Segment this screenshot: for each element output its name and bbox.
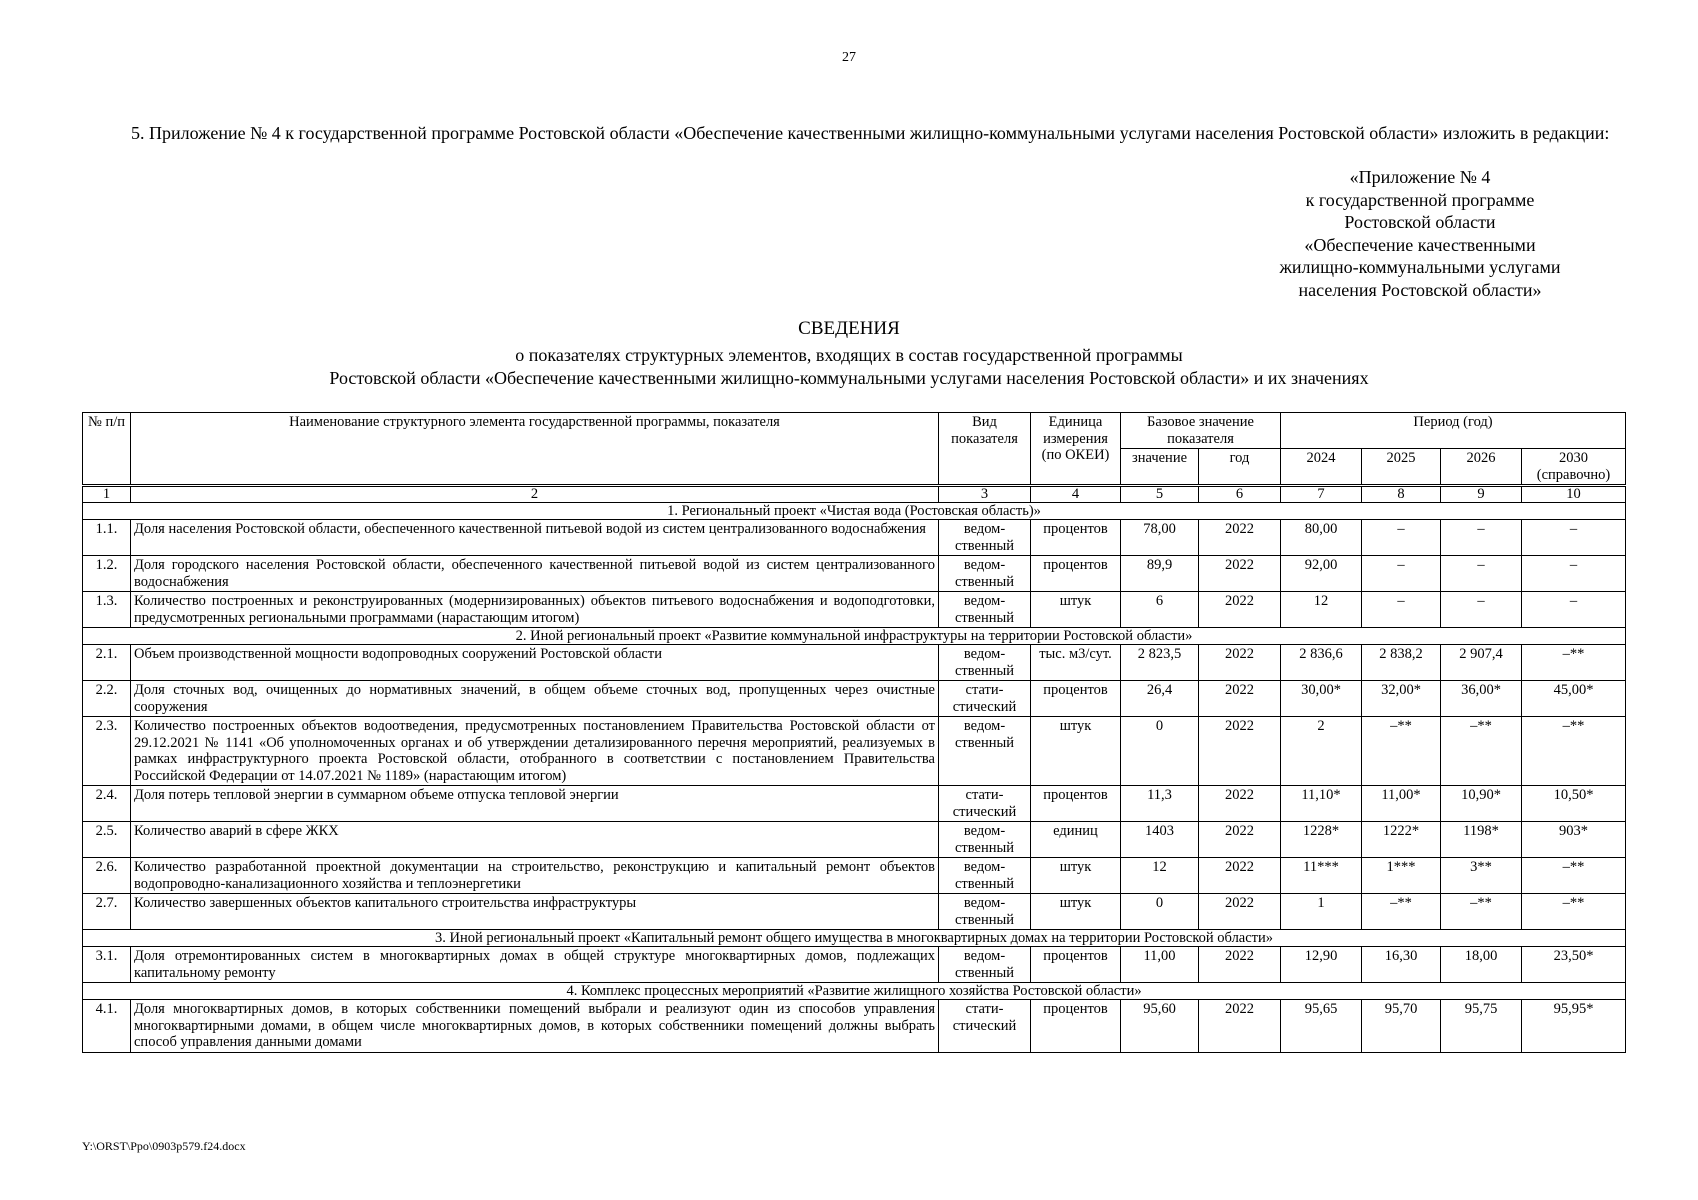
indicator-unit: штук <box>1031 592 1121 628</box>
value-2024: 1228* <box>1281 822 1362 858</box>
indicator-name: Количество разработанной проектной документации на строительство, реконструкцию и капитальный ремонт объектов водопроводно-канализационного хозяйства и теплоэнергетики <box>131 858 939 894</box>
row-number: 3.1. <box>83 947 131 983</box>
base-value: 78,00 <box>1121 520 1199 556</box>
header-base: Базовое значение показателя <box>1121 413 1281 449</box>
value-2024: 11,10* <box>1281 786 1362 822</box>
column-number: 2 <box>131 486 939 503</box>
base-value: 12 <box>1121 858 1199 894</box>
header-year-2024: 2024 <box>1281 449 1362 486</box>
appendix-line: жилищно-коммунальными услугами <box>1279 257 1561 277</box>
value-2025: 32,00* <box>1362 681 1441 717</box>
value-2025: 1*** <box>1362 858 1441 894</box>
base-value: 95,60 <box>1121 1000 1199 1053</box>
column-numbers-row <box>83 486 1626 503</box>
value-2030: – <box>1522 520 1626 556</box>
value-2026: 2 907,4 <box>1441 645 1522 681</box>
base-value: 6 <box>1121 592 1199 628</box>
indicator-name: Доля отремонтированных систем в многоквартирных домах в общей структуре многоквартирных домов, подлежащих капитальному ремонту <box>131 947 939 983</box>
row-number: 2.4. <box>83 786 131 822</box>
table-row <box>83 681 1626 717</box>
indicator-name: Количество построенных объектов водоотведения, предусмотренных постановлением Правительства Ростовской области от 29.12.2021 № 1141 «Об уполномоченных органах и об утверждении детализированного перечня мероприятий, реализуемых в рамках инфраструктурного проекта Ростовской области, отобранного в соответствии с постановлением Правительства Российской Федерации от 14.07.2021 № 1189» (нарастающим итогом) <box>131 717 939 786</box>
value-2026: – <box>1441 592 1522 628</box>
row-number: 1.2. <box>83 556 131 592</box>
base-year: 2022 <box>1199 556 1281 592</box>
base-year: 2022 <box>1199 947 1281 983</box>
indicator-kind: ведом- ственный <box>939 822 1031 858</box>
section-title: 4. Комплекс процессных мероприятий «Развитие жилищного хозяйства Ростовской области» <box>83 983 1626 1000</box>
indicator-kind: ведом- ственный <box>939 717 1031 786</box>
value-2030: 23,50* <box>1522 947 1626 983</box>
section-row <box>83 983 1626 1000</box>
table-row <box>83 717 1626 786</box>
indicator-kind: ведом- ственный <box>939 947 1031 983</box>
value-2025: – <box>1362 520 1441 556</box>
header-year-2025: 2025 <box>1362 449 1441 486</box>
header-kind: Вид показателя <box>939 413 1031 486</box>
indicator-kind: стати- стический <box>939 1000 1031 1053</box>
table-row <box>83 858 1626 894</box>
appendix-header <box>1250 166 1590 301</box>
row-number: 1.1. <box>83 520 131 556</box>
base-year: 2022 <box>1199 894 1281 930</box>
value-2030: –** <box>1522 717 1626 786</box>
value-2025: 2 838,2 <box>1362 645 1441 681</box>
column-number: 5 <box>1121 486 1199 503</box>
indicator-kind: ведом- ственный <box>939 858 1031 894</box>
indicator-kind: ведом- ственный <box>939 556 1031 592</box>
value-2025: – <box>1362 556 1441 592</box>
base-value: 11,3 <box>1121 786 1199 822</box>
section-row <box>83 930 1626 947</box>
row-number: 2.1. <box>83 645 131 681</box>
indicator-unit: штук <box>1031 717 1121 786</box>
table-row <box>83 822 1626 858</box>
value-2024: 11*** <box>1281 858 1362 894</box>
column-number: 7 <box>1281 486 1362 503</box>
base-year: 2022 <box>1199 645 1281 681</box>
value-2024: 2 836,6 <box>1281 645 1362 681</box>
value-2025: –** <box>1362 717 1441 786</box>
value-2025: 95,70 <box>1362 1000 1441 1053</box>
indicator-unit: процентов <box>1031 786 1121 822</box>
column-number: 8 <box>1362 486 1441 503</box>
row-number: 2.2. <box>83 681 131 717</box>
section-title: 3. Иной региональный проект «Капитальный ремонт общего имущества в многоквартирных домах на территории Ростовской области» <box>83 930 1626 947</box>
base-value: 2 823,5 <box>1121 645 1199 681</box>
indicator-unit: процентов <box>1031 947 1121 983</box>
indicator-name: Доля городского населения Ростовской области, обеспеченного качественной питьевой водой из систем централизованного водоснабжения <box>131 556 939 592</box>
base-year: 2022 <box>1199 592 1281 628</box>
value-2030: –** <box>1522 645 1626 681</box>
value-2026: 3** <box>1441 858 1522 894</box>
value-2025: – <box>1362 592 1441 628</box>
base-value: 89,9 <box>1121 556 1199 592</box>
header-unit: Единица измерения (по ОКЕИ) <box>1031 413 1121 486</box>
indicator-kind: ведом- ственный <box>939 520 1031 556</box>
base-value: 0 <box>1121 894 1199 930</box>
table-row <box>83 786 1626 822</box>
value-2024: 80,00 <box>1281 520 1362 556</box>
header-base-year: год <box>1199 449 1281 486</box>
value-2026: 10,90* <box>1441 786 1522 822</box>
base-year: 2022 <box>1199 822 1281 858</box>
value-2030: –** <box>1522 858 1626 894</box>
document-subtitle: Ростовской области «Обеспечение качественными жилищно-коммунальными услугами населения Ростовской области» и их значениях <box>329 368 1369 388</box>
page-number: 27 <box>842 50 856 65</box>
value-2025: 1222* <box>1362 822 1441 858</box>
base-value: 11,00 <box>1121 947 1199 983</box>
base-value: 26,4 <box>1121 681 1199 717</box>
value-2026: 18,00 <box>1441 947 1522 983</box>
value-2030: –** <box>1522 894 1626 930</box>
section-row <box>83 628 1626 645</box>
document-title: СВЕДЕНИЯ <box>798 318 900 339</box>
value-2030: – <box>1522 556 1626 592</box>
indicator-unit: процентов <box>1031 681 1121 717</box>
header-name: Наименование структурного элемента государственной программы, показателя <box>131 413 939 486</box>
value-2024: 30,00* <box>1281 681 1362 717</box>
indicator-kind: ведом- ственный <box>939 645 1031 681</box>
header-num: № п/п <box>83 413 131 486</box>
indicator-name: Доля многоквартирных домов, в которых собственники помещений выбрали и реализуют один из способов управления многоквартирными домами, в общем числе многоквартирных домов, в которых собственники помещений должны выбрать способ управления данными домами <box>131 1000 939 1053</box>
base-year: 2022 <box>1199 786 1281 822</box>
appendix-line: Ростовской области <box>1344 212 1496 232</box>
value-2026: 95,75 <box>1441 1000 1522 1053</box>
row-number: 1.3. <box>83 592 131 628</box>
value-2030: – <box>1522 592 1626 628</box>
header-year-2030: 2030 (справочно) <box>1522 449 1626 486</box>
value-2030: 95,95* <box>1522 1000 1626 1053</box>
intro-paragraph: 5. Приложение № 4 к государственной программе Ростовской области «Обеспечение качественными жилищно-коммунальными услугами населения Ростовской области» изложить в редакции: <box>131 123 1610 143</box>
value-2024: 92,00 <box>1281 556 1362 592</box>
value-2026: 1198* <box>1441 822 1522 858</box>
header-period: Период (год) <box>1281 413 1626 449</box>
column-number: 6 <box>1199 486 1281 503</box>
header-base-value: значение <box>1121 449 1199 486</box>
column-number: 3 <box>939 486 1031 503</box>
value-2024: 2 <box>1281 717 1362 786</box>
indicator-unit: процентов <box>1031 520 1121 556</box>
indicator-unit: процентов <box>1031 556 1121 592</box>
indicator-name: Доля потерь тепловой энергии в суммарном объеме отпуска тепловой энергии <box>131 786 939 822</box>
row-number: 4.1. <box>83 1000 131 1053</box>
row-number: 2.7. <box>83 894 131 930</box>
row-number: 2.6. <box>83 858 131 894</box>
indicator-kind: стати- стический <box>939 786 1031 822</box>
base-value: 0 <box>1121 717 1199 786</box>
indicator-unit: штук <box>1031 858 1121 894</box>
value-2026: –** <box>1441 894 1522 930</box>
value-2030: 903* <box>1522 822 1626 858</box>
table-row <box>83 1000 1626 1053</box>
value-2024: 12,90 <box>1281 947 1362 983</box>
base-year: 2022 <box>1199 681 1281 717</box>
indicator-name: Доля сточных вод, очищенных до нормативных значений, в общем объеме сточных вод, пропущенных через очистные сооружения <box>131 681 939 717</box>
table-row <box>83 947 1626 983</box>
indicator-unit: штук <box>1031 894 1121 930</box>
base-value: 1403 <box>1121 822 1199 858</box>
value-2026: – <box>1441 520 1522 556</box>
section-title: 2. Иной региональный проект «Развитие коммунальной инфраструктуры на территории Ростовской области» <box>83 628 1626 645</box>
value-2026: 36,00* <box>1441 681 1522 717</box>
appendix-line: населения Ростовской области» <box>1298 279 1542 300</box>
base-year: 2022 <box>1199 1000 1281 1053</box>
indicator-unit: тыс. м3/сут. <box>1031 645 1121 681</box>
column-number: 10 <box>1522 486 1626 503</box>
row-number: 2.5. <box>83 822 131 858</box>
indicator-unit: единиц <box>1031 822 1121 858</box>
indicator-kind: стати- стический <box>939 681 1031 717</box>
value-2024: 12 <box>1281 592 1362 628</box>
indicator-name: Количество завершенных объектов капитального строительства инфраструктуры <box>131 894 939 930</box>
column-number: 9 <box>1441 486 1522 503</box>
column-number: 1 <box>83 486 131 503</box>
value-2025: –** <box>1362 894 1441 930</box>
indicator-unit: процентов <box>1031 1000 1121 1053</box>
indicator-name: Доля населения Ростовской области, обеспеченного качественной питьевой водой из систем централизованного водоснабжения <box>131 520 939 556</box>
appendix-line: к государственной программе <box>1305 189 1535 210</box>
base-year: 2022 <box>1199 858 1281 894</box>
base-year: 2022 <box>1199 717 1281 786</box>
footer-file-path: Y:\ORST\Ppo\0903p579.f24.docx <box>82 1139 246 1153</box>
value-2026: –** <box>1441 717 1522 786</box>
section-row <box>83 503 1626 520</box>
section-title: 1. Региональный проект «Чистая вода (Ростовская область)» <box>83 503 1626 520</box>
value-2026: – <box>1441 556 1522 592</box>
value-2025: 16,30 <box>1362 947 1441 983</box>
row-number: 2.3. <box>83 717 131 786</box>
indicator-kind: ведом- ственный <box>939 592 1031 628</box>
value-2024: 95,65 <box>1281 1000 1362 1053</box>
indicator-name: Количество построенных и реконструированных (модернизированных) объектов питьевого водоснабжения и водоподготовки, предусмотренных региональными программами (нарастающим итогом) <box>131 592 939 628</box>
table-row <box>83 645 1626 681</box>
value-2024: 1 <box>1281 894 1362 930</box>
table-row <box>83 894 1626 930</box>
indicator-kind: ведом- ственный <box>939 894 1031 930</box>
column-number: 4 <box>1031 486 1121 503</box>
value-2025: 11,00* <box>1362 786 1441 822</box>
indicator-name: Количество аварий в сфере ЖКХ <box>131 822 939 858</box>
value-2030: 10,50* <box>1522 786 1626 822</box>
header-year-2026: 2026 <box>1441 449 1522 486</box>
indicator-name: Объем производственной мощности водопроводных сооружений Ростовской области <box>131 645 939 681</box>
table-row <box>83 592 1626 628</box>
document-subtitle: о показателях структурных элементов, входящих в состав государственной программы <box>515 345 1183 365</box>
table-row <box>83 520 1626 556</box>
base-year: 2022 <box>1199 520 1281 556</box>
table-row <box>83 556 1626 592</box>
appendix-line: «Обеспечение качественными <box>1304 234 1536 255</box>
value-2030: 45,00* <box>1522 681 1626 717</box>
appendix-line: «Приложение № 4 <box>1349 167 1491 187</box>
indicators-table <box>82 412 1626 1053</box>
